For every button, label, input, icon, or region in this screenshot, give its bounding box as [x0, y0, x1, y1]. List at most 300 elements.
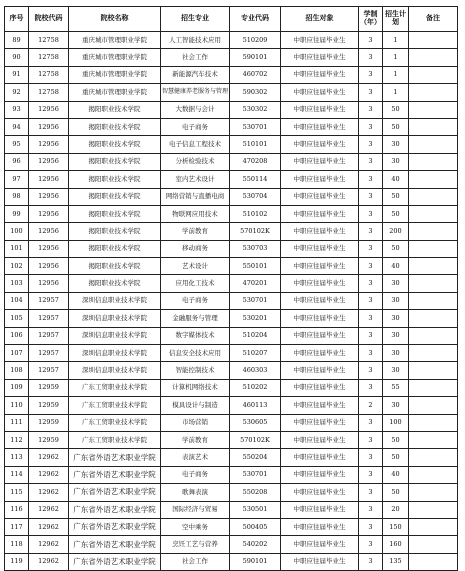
cell-target: 中职应往届毕业生 [281, 136, 359, 153]
cell-duration: 3 [359, 553, 383, 570]
table-row [5, 431, 458, 448]
cell-major-code: 550114 [230, 171, 281, 188]
table-row [5, 484, 458, 501]
cell-major-code: 530605 [230, 414, 281, 431]
cell-target: 中职应往届毕业生 [281, 501, 359, 518]
cell-school-name: 揭阳职业技术学院 [69, 275, 161, 292]
cell-target: 中职应往届毕业生 [281, 84, 359, 101]
cell-duration: 3 [359, 310, 383, 327]
cell-remarks [409, 32, 458, 49]
cell-major: 智慧健康养老服务与管理 [161, 84, 230, 101]
cell-plan: 30 [383, 345, 409, 362]
table-row [5, 449, 458, 466]
cell-plan: 200 [383, 223, 409, 240]
table-row [5, 414, 458, 431]
cell-major: 烹饪工艺与营养 [161, 536, 230, 553]
cell-plan: 50 [383, 205, 409, 222]
table-row [5, 327, 458, 344]
cell-duration: 3 [359, 118, 383, 135]
cell-major-code: 530701 [230, 118, 281, 135]
cell-major: 电子商务 [161, 118, 230, 135]
cell-plan: 30 [383, 292, 409, 309]
cell-major: 新能源汽车技术 [161, 66, 230, 83]
cell-school-code: 12956 [29, 240, 69, 257]
cell-target: 中职应往届毕业生 [281, 188, 359, 205]
cell-plan: 20 [383, 501, 409, 518]
cell-major: 市场营销 [161, 414, 230, 431]
cell-major-code: 470208 [230, 153, 281, 170]
cell-school-name: 广东省外语艺术职业学院 [69, 449, 161, 466]
cell-major-code: 510202 [230, 379, 281, 396]
table-row [5, 362, 458, 379]
cell-school-code: 12758 [29, 84, 69, 101]
cell-major: 移动商务 [161, 240, 230, 257]
table-row [5, 258, 458, 275]
cell-index: 103 [5, 275, 29, 292]
cell-remarks [409, 101, 458, 118]
cell-major: 人工智能技术应用 [161, 32, 230, 49]
cell-major: 物联网应用技术 [161, 205, 230, 222]
cell-school-name: 广东工贸职业技术学院 [69, 431, 161, 448]
cell-target: 中职应往届毕业生 [281, 101, 359, 118]
table-row [5, 345, 458, 362]
cell-plan: 50 [383, 449, 409, 466]
cell-major: 学前教育 [161, 431, 230, 448]
cell-index: 93 [5, 101, 29, 118]
cell-duration: 3 [359, 101, 383, 118]
cell-index: 90 [5, 49, 29, 66]
cell-school-code: 12962 [29, 536, 69, 553]
cell-plan: 55 [383, 379, 409, 396]
cell-school-code: 12956 [29, 101, 69, 118]
cell-major: 空中乘务 [161, 518, 230, 535]
cell-remarks [409, 466, 458, 483]
cell-duration: 2 [359, 397, 383, 414]
col-header-index: 序号 [5, 7, 29, 32]
cell-plan: 50 [383, 240, 409, 257]
cell-major-code: 570102K [230, 223, 281, 240]
cell-major-code: 510102 [230, 205, 281, 222]
cell-school-name: 深圳信息职业技术学院 [69, 327, 161, 344]
table-row [5, 536, 458, 553]
cell-major-code: 590302 [230, 84, 281, 101]
cell-target: 中职应往届毕业生 [281, 153, 359, 170]
cell-target: 中职应往届毕业生 [281, 414, 359, 431]
cell-school-code: 12962 [29, 518, 69, 535]
cell-major-code: 550208 [230, 484, 281, 501]
cell-plan: 30 [383, 136, 409, 153]
cell-index: 89 [5, 32, 29, 49]
table-row [5, 275, 458, 292]
cell-index: 115 [5, 484, 29, 501]
cell-target: 中职应往届毕业生 [281, 518, 359, 535]
cell-school-code: 12758 [29, 66, 69, 83]
cell-plan: 30 [383, 362, 409, 379]
cell-plan: 40 [383, 258, 409, 275]
cell-school-code: 12959 [29, 379, 69, 396]
cell-target: 中职应往届毕业生 [281, 118, 359, 135]
cell-school-name: 广东省外语艺术职业学院 [69, 518, 161, 535]
cell-school-name: 揭阳职业技术学院 [69, 118, 161, 135]
cell-plan: 100 [383, 414, 409, 431]
cell-plan: 50 [383, 188, 409, 205]
cell-remarks [409, 49, 458, 66]
cell-major-code: 510209 [230, 32, 281, 49]
cell-major: 计算机网络技术 [161, 379, 230, 396]
cell-duration: 3 [359, 240, 383, 257]
cell-plan: 50 [383, 431, 409, 448]
cell-major-code: 590101 [230, 49, 281, 66]
cell-school-name: 揭阳职业技术学院 [69, 153, 161, 170]
cell-plan: 1 [383, 32, 409, 49]
cell-major: 社会工作 [161, 49, 230, 66]
cell-target: 中职应往届毕业生 [281, 32, 359, 49]
table-row [5, 466, 458, 483]
cell-index: 94 [5, 118, 29, 135]
cell-major: 模具设计与制造 [161, 397, 230, 414]
cell-major: 国际经济与贸易 [161, 501, 230, 518]
cell-school-name: 广东工贸职业技术学院 [69, 379, 161, 396]
cell-plan: 30 [383, 397, 409, 414]
cell-duration: 3 [359, 49, 383, 66]
cell-remarks [409, 327, 458, 344]
cell-school-code: 12956 [29, 223, 69, 240]
col-header-remarks: 备注 [409, 7, 458, 32]
cell-school-code: 12959 [29, 431, 69, 448]
cell-target: 中职应往届毕业生 [281, 49, 359, 66]
cell-major-code: 530704 [230, 188, 281, 205]
cell-plan: 1 [383, 66, 409, 83]
cell-remarks [409, 518, 458, 535]
cell-duration: 3 [359, 501, 383, 518]
cell-major-code: 530302 [230, 101, 281, 118]
cell-index: 100 [5, 223, 29, 240]
cell-school-name: 揭阳职业技术学院 [69, 188, 161, 205]
cell-target: 中职应往届毕业生 [281, 431, 359, 448]
cell-school-name: 揭阳职业技术学院 [69, 205, 161, 222]
table-row [5, 240, 458, 257]
admissions-table [4, 6, 458, 571]
cell-school-name: 重庆城市管理职业学院 [69, 49, 161, 66]
table-row [5, 49, 458, 66]
table-row [5, 379, 458, 396]
header-row [5, 7, 458, 32]
cell-remarks [409, 171, 458, 188]
cell-duration: 3 [359, 345, 383, 362]
cell-target: 中职应往届毕业生 [281, 466, 359, 483]
cell-remarks [409, 449, 458, 466]
cell-major: 表演艺术 [161, 449, 230, 466]
cell-school-name: 重庆城市管理职业学院 [69, 84, 161, 101]
cell-index: 104 [5, 292, 29, 309]
cell-duration: 3 [359, 188, 383, 205]
cell-plan: 150 [383, 518, 409, 535]
cell-remarks [409, 275, 458, 292]
cell-major-code: 460113 [230, 397, 281, 414]
cell-major: 金融服务与管理 [161, 310, 230, 327]
cell-remarks [409, 84, 458, 101]
cell-school-name: 广东工贸职业技术学院 [69, 414, 161, 431]
cell-major: 网络营销与直播电商 [161, 188, 230, 205]
cell-remarks [409, 536, 458, 553]
cell-remarks [409, 153, 458, 170]
cell-major: 应用化工技术 [161, 275, 230, 292]
cell-school-code: 12962 [29, 553, 69, 570]
cell-major: 艺术设计 [161, 258, 230, 275]
table-row [5, 397, 458, 414]
cell-school-name: 广东省外语艺术职业学院 [69, 501, 161, 518]
cell-major: 智能控制技术 [161, 362, 230, 379]
cell-school-code: 12956 [29, 205, 69, 222]
cell-major: 电子商务 [161, 466, 230, 483]
cell-target: 中职应往届毕业生 [281, 449, 359, 466]
table-row [5, 292, 458, 309]
cell-major-code: 570102K [230, 431, 281, 448]
cell-major: 信息安全技术应用 [161, 345, 230, 362]
cell-duration: 3 [359, 484, 383, 501]
cell-remarks [409, 397, 458, 414]
table-row [5, 153, 458, 170]
cell-target: 中职应往届毕业生 [281, 484, 359, 501]
cell-major-code: 530703 [230, 240, 281, 257]
cell-plan: 50 [383, 484, 409, 501]
cell-school-code: 12959 [29, 414, 69, 431]
cell-remarks [409, 553, 458, 570]
cell-index: 96 [5, 153, 29, 170]
cell-duration: 3 [359, 518, 383, 535]
cell-school-name: 广东省外语艺术职业学院 [69, 484, 161, 501]
cell-school-name: 深圳信息职业技术学院 [69, 292, 161, 309]
cell-remarks [409, 501, 458, 518]
cell-duration: 3 [359, 275, 383, 292]
cell-duration: 3 [359, 84, 383, 101]
table-row [5, 118, 458, 135]
table-row [5, 205, 458, 222]
cell-index: 111 [5, 414, 29, 431]
cell-remarks [409, 345, 458, 362]
cell-duration: 3 [359, 431, 383, 448]
cell-school-code: 12758 [29, 32, 69, 49]
cell-major-code: 530501 [230, 501, 281, 518]
cell-major: 分析检验技术 [161, 153, 230, 170]
cell-plan: 1 [383, 49, 409, 66]
cell-index: 99 [5, 205, 29, 222]
cell-school-name: 深圳信息职业技术学院 [69, 362, 161, 379]
cell-school-code: 12959 [29, 397, 69, 414]
cell-plan: 50 [383, 101, 409, 118]
table-row [5, 84, 458, 101]
cell-school-name: 揭阳职业技术学院 [69, 258, 161, 275]
cell-school-name: 揭阳职业技术学院 [69, 101, 161, 118]
cell-school-name: 揭阳职业技术学院 [69, 171, 161, 188]
cell-remarks [409, 240, 458, 257]
cell-school-code: 12962 [29, 501, 69, 518]
cell-duration: 3 [359, 292, 383, 309]
cell-target: 中职应往届毕业生 [281, 553, 359, 570]
cell-duration: 3 [359, 205, 383, 222]
cell-school-name: 广东省外语艺术职业学院 [69, 466, 161, 483]
table-row [5, 501, 458, 518]
cell-remarks [409, 66, 458, 83]
cell-major-code: 510204 [230, 327, 281, 344]
cell-major: 电子信息工程技术 [161, 136, 230, 153]
cell-school-name: 揭阳职业技术学院 [69, 136, 161, 153]
table-row [5, 518, 458, 535]
cell-remarks [409, 223, 458, 240]
cell-duration: 3 [359, 66, 383, 83]
table-row [5, 136, 458, 153]
col-header-school-name: 院校名称 [69, 7, 161, 32]
col-header-duration: 学制（年） [359, 7, 383, 32]
cell-school-name: 广东工贸职业技术学院 [69, 397, 161, 414]
cell-school-name: 重庆城市管理职业学院 [69, 32, 161, 49]
cell-plan: 1 [383, 84, 409, 101]
cell-major: 学前教育 [161, 223, 230, 240]
cell-major: 社会工作 [161, 553, 230, 570]
cell-target: 中职应往届毕业生 [281, 379, 359, 396]
cell-major-code: 540202 [230, 536, 281, 553]
table-row [5, 553, 458, 570]
cell-target: 中职应往届毕业生 [281, 536, 359, 553]
cell-major-code: 530701 [230, 292, 281, 309]
cell-target: 中职应往届毕业生 [281, 240, 359, 257]
table-row [5, 223, 458, 240]
cell-target: 中职应往届毕业生 [281, 275, 359, 292]
cell-school-code: 12956 [29, 258, 69, 275]
table-body [5, 32, 458, 571]
cell-major: 歌舞表演 [161, 484, 230, 501]
cell-duration: 3 [359, 414, 383, 431]
cell-plan: 135 [383, 553, 409, 570]
cell-school-code: 12956 [29, 118, 69, 135]
cell-target: 中职应往届毕业生 [281, 397, 359, 414]
table-row [5, 310, 458, 327]
cell-duration: 3 [359, 171, 383, 188]
cell-major-code: 460702 [230, 66, 281, 83]
cell-remarks [409, 414, 458, 431]
cell-major: 电子商务 [161, 292, 230, 309]
cell-school-code: 12956 [29, 136, 69, 153]
col-header-target: 招生对象 [281, 7, 359, 32]
cell-remarks [409, 431, 458, 448]
table-row [5, 171, 458, 188]
cell-target: 中职应往届毕业生 [281, 362, 359, 379]
cell-target: 中职应往届毕业生 [281, 205, 359, 222]
cell-plan: 30 [383, 327, 409, 344]
cell-school-name: 深圳信息职业技术学院 [69, 310, 161, 327]
cell-major-code: 550204 [230, 449, 281, 466]
cell-duration: 3 [359, 32, 383, 49]
cell-remarks [409, 205, 458, 222]
cell-plan: 40 [383, 466, 409, 483]
cell-index: 95 [5, 136, 29, 153]
cell-index: 92 [5, 84, 29, 101]
cell-plan: 30 [383, 153, 409, 170]
cell-index: 106 [5, 327, 29, 344]
cell-plan: 30 [383, 310, 409, 327]
cell-index: 101 [5, 240, 29, 257]
cell-index: 108 [5, 362, 29, 379]
cell-index: 112 [5, 431, 29, 448]
cell-duration: 3 [359, 449, 383, 466]
cell-index: 102 [5, 258, 29, 275]
table-row [5, 32, 458, 49]
cell-major-code: 460303 [230, 362, 281, 379]
cell-remarks [409, 118, 458, 135]
table-row [5, 188, 458, 205]
cell-duration: 3 [359, 379, 383, 396]
cell-index: 117 [5, 518, 29, 535]
cell-index: 110 [5, 397, 29, 414]
cell-target: 中职应往届毕业生 [281, 345, 359, 362]
cell-duration: 3 [359, 327, 383, 344]
col-header-major: 招生专业 [161, 7, 230, 32]
cell-major-code: 530701 [230, 466, 281, 483]
cell-target: 中职应往届毕业生 [281, 223, 359, 240]
cell-school-code: 12957 [29, 362, 69, 379]
cell-school-name: 重庆城市管理职业学院 [69, 66, 161, 83]
cell-school-code: 12962 [29, 484, 69, 501]
cell-index: 105 [5, 310, 29, 327]
cell-target: 中职应往届毕业生 [281, 327, 359, 344]
cell-index: 107 [5, 345, 29, 362]
cell-school-code: 12957 [29, 327, 69, 344]
cell-duration: 3 [359, 536, 383, 553]
cell-school-name: 揭阳职业技术学院 [69, 223, 161, 240]
cell-index: 97 [5, 171, 29, 188]
cell-major-code: 550101 [230, 258, 281, 275]
cell-major-code: 500405 [230, 518, 281, 535]
table-row [5, 101, 458, 118]
cell-major-code: 590101 [230, 553, 281, 570]
cell-plan: 160 [383, 536, 409, 553]
cell-target: 中职应往届毕业生 [281, 66, 359, 83]
cell-school-name: 广东省外语艺术职业学院 [69, 536, 161, 553]
cell-target: 中职应往届毕业生 [281, 310, 359, 327]
cell-school-code: 12962 [29, 466, 69, 483]
cell-school-name: 揭阳职业技术学院 [69, 240, 161, 257]
cell-duration: 3 [359, 223, 383, 240]
cell-remarks [409, 310, 458, 327]
cell-plan: 40 [383, 171, 409, 188]
cell-school-code: 12956 [29, 171, 69, 188]
cell-duration: 3 [359, 136, 383, 153]
cell-target: 中职应往届毕业生 [281, 258, 359, 275]
cell-remarks [409, 188, 458, 205]
cell-major: 室内艺术设计 [161, 171, 230, 188]
cell-school-code: 12957 [29, 292, 69, 309]
cell-index: 118 [5, 536, 29, 553]
cell-remarks [409, 136, 458, 153]
cell-plan: 30 [383, 275, 409, 292]
col-header-major-code: 专业代码 [230, 7, 281, 32]
cell-duration: 3 [359, 466, 383, 483]
cell-major-code: 530201 [230, 310, 281, 327]
cell-school-name: 广东省外语艺术职业学院 [69, 553, 161, 570]
cell-school-name: 深圳信息职业技术学院 [69, 345, 161, 362]
cell-index: 116 [5, 501, 29, 518]
cell-index: 119 [5, 553, 29, 570]
cell-duration: 3 [359, 258, 383, 275]
cell-index: 113 [5, 449, 29, 466]
cell-school-code: 12957 [29, 345, 69, 362]
cell-remarks [409, 379, 458, 396]
col-header-plan: 招生计划 [383, 7, 409, 32]
cell-major-code: 510207 [230, 345, 281, 362]
table-row [5, 66, 458, 83]
cell-school-code: 12962 [29, 449, 69, 466]
col-header-school-code: 院校代码 [29, 7, 69, 32]
